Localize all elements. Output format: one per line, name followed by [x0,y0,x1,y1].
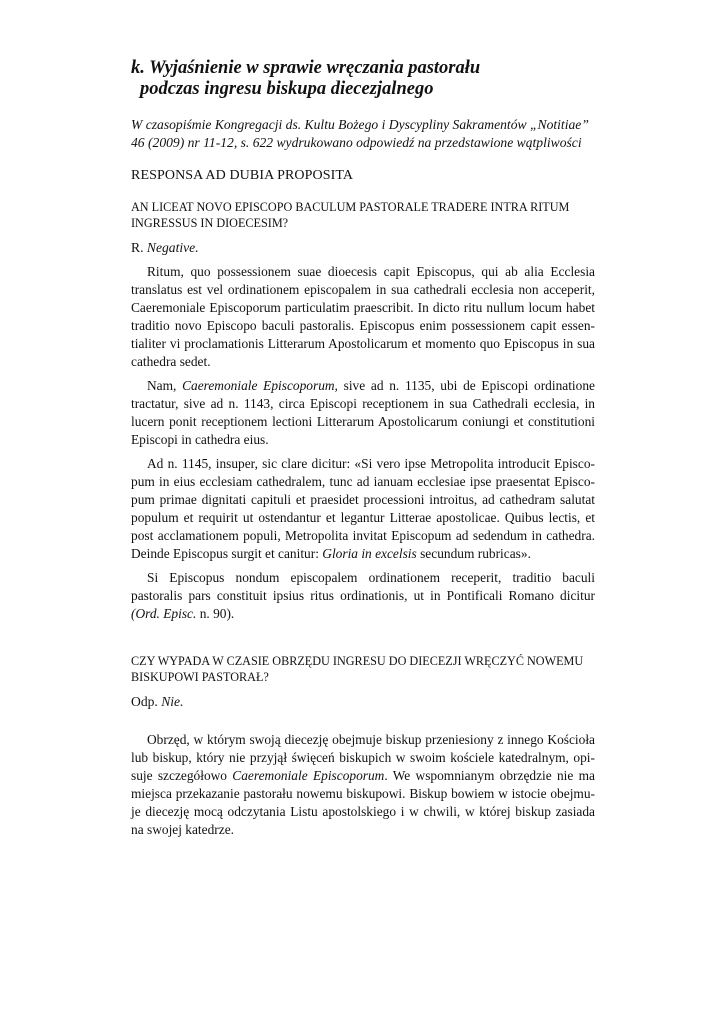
polish-answer [131,693,595,711]
title-line-2: podczas ingresu biskupa diecezjalnego [140,79,434,99]
document-page [131,58,595,839]
latin-heading: RESPONSA AD DUBIA PROPOSITA [131,168,354,183]
latin-paragraph-1: Ritum, quo possessionem suae dioecesis capit Episcopus, qui ab alia Ecclesia translatus est vel ordinationem episcopalem in sua cathedrali ecclesia non acceperit, Caeremoniale Episcoporum particulatim praescribit. In dicto ritu nullum locum habet traditio novo Episcopo baculi pastoralis. Episcopus enim possessionem capit essentialiter vi proclamationis Litterarum Apostolicarum et momento quo Episcopus in sua cathedra sedet. [131,264,595,369]
latin-p3-text-a: Ad n. 1145, insuper, sic clare dicitur: «Si vero ipse Metropolita introducit Episcopum in eius ecclesiam cathedralem, tunc ad ianuam ecclesiae ipse praesentat Episcopum primae dignitati capituli et praesidet processioni introitus, ad cathedram salutat populum et requirit ut ostendantur et legantur Litterae apostolicae. Quibus lectis, et post acclamationem populi, Metropolita invitat Episcopum ad sedendum in cathedra. Deinde Episcopus surgit et canitur: [131,456,595,561]
latin-paragraph-4 [131,569,595,623]
latin-p4-text-b: n. 90). [196,606,235,621]
polish-question: CZY WYPADA W CZASIE OBRZĘDU INGRESU DO DIECEZJI WRĘCZYĆ NOWEMU BISKUPOWI PASTORAŁ? [131,654,584,684]
latin-p2-italic: Caeremoniale Episcoporum, [182,378,338,393]
title-line-1: k. Wyjaśnienie w sprawie wręczania pastorału [131,58,481,78]
latin-answer-value: Negative. [146,240,199,255]
intro-paragraph: W czasopiśmie Kongregacji ds. Kultu Bożego i Dyscypliny Sakramentów „Notitiae” 46 (2009) nr 11-12, s. 622 wydrukowano odpowiedź na przedstawione wątpliwości [131,117,589,150]
latin-p2-text-a: Nam, [147,378,183,393]
polish-paragraph-1 [131,731,595,839]
latin-p3-text-b: secundum rubricas». [416,546,531,561]
latin-p3-italic: Gloria in excelsis [322,546,417,561]
polish-answer-value: Nie. [161,694,184,709]
latin-answer-prefix: R. [131,240,147,255]
latin-paragraph-2 [131,377,595,449]
polish-answer-prefix: Odp. [131,694,162,709]
latin-answer [131,239,595,257]
polish-p1-italic: Caeremoniale Episcoporum [232,768,385,783]
latin-paragraph-3 [131,455,595,563]
latin-p4-text-a: Si Episcopus nondum episcopalem ordinationem receperit, traditio baculi pastoralis pars constituit ipsius ritus ordinationis, ut in Pontificali Romano dicitur [131,570,595,603]
latin-p4-italic: (Ord. Episc. [131,606,197,621]
document-title [131,58,595,100]
polish-p1-text-a: Obrzęd, w którym swoją diecezję obejmuje biskup przeniesiony z innego Kościoła lub biskup, który nie przyjął święceń biskupich w swoim kościele katedralnym, opisuje szczegółowo [131,732,595,783]
latin-p2-text-b: sive ad n. 1135, ubi de Episcopi ordinatione tractatur, sive ad n. 1143, circa Episcopi receptionem in sua Cathedrali ecclesia, in lucern ponit receptionem lectioni Litterarum Apostolicarum coniungi et constitutioni Episcopi in cathedra eius. [131,378,595,447]
latin-question: AN LICEAT NOVO EPISCOPO BACULUM PASTORALE TRADERE INTRA RITUM INGRESSUS IN DIOECESIM? [131,200,570,230]
polish-p1-text-b: . We wspomnianym obrzędzie nie ma miejsca przekazanie pastorału nowemu biskupowi. Biskup bowiem w istocie obejmuje diecezję mocą odczytania Listu apostolskiego i w chwili, w której biskup zasiada na swojej katedrze. [131,768,595,837]
